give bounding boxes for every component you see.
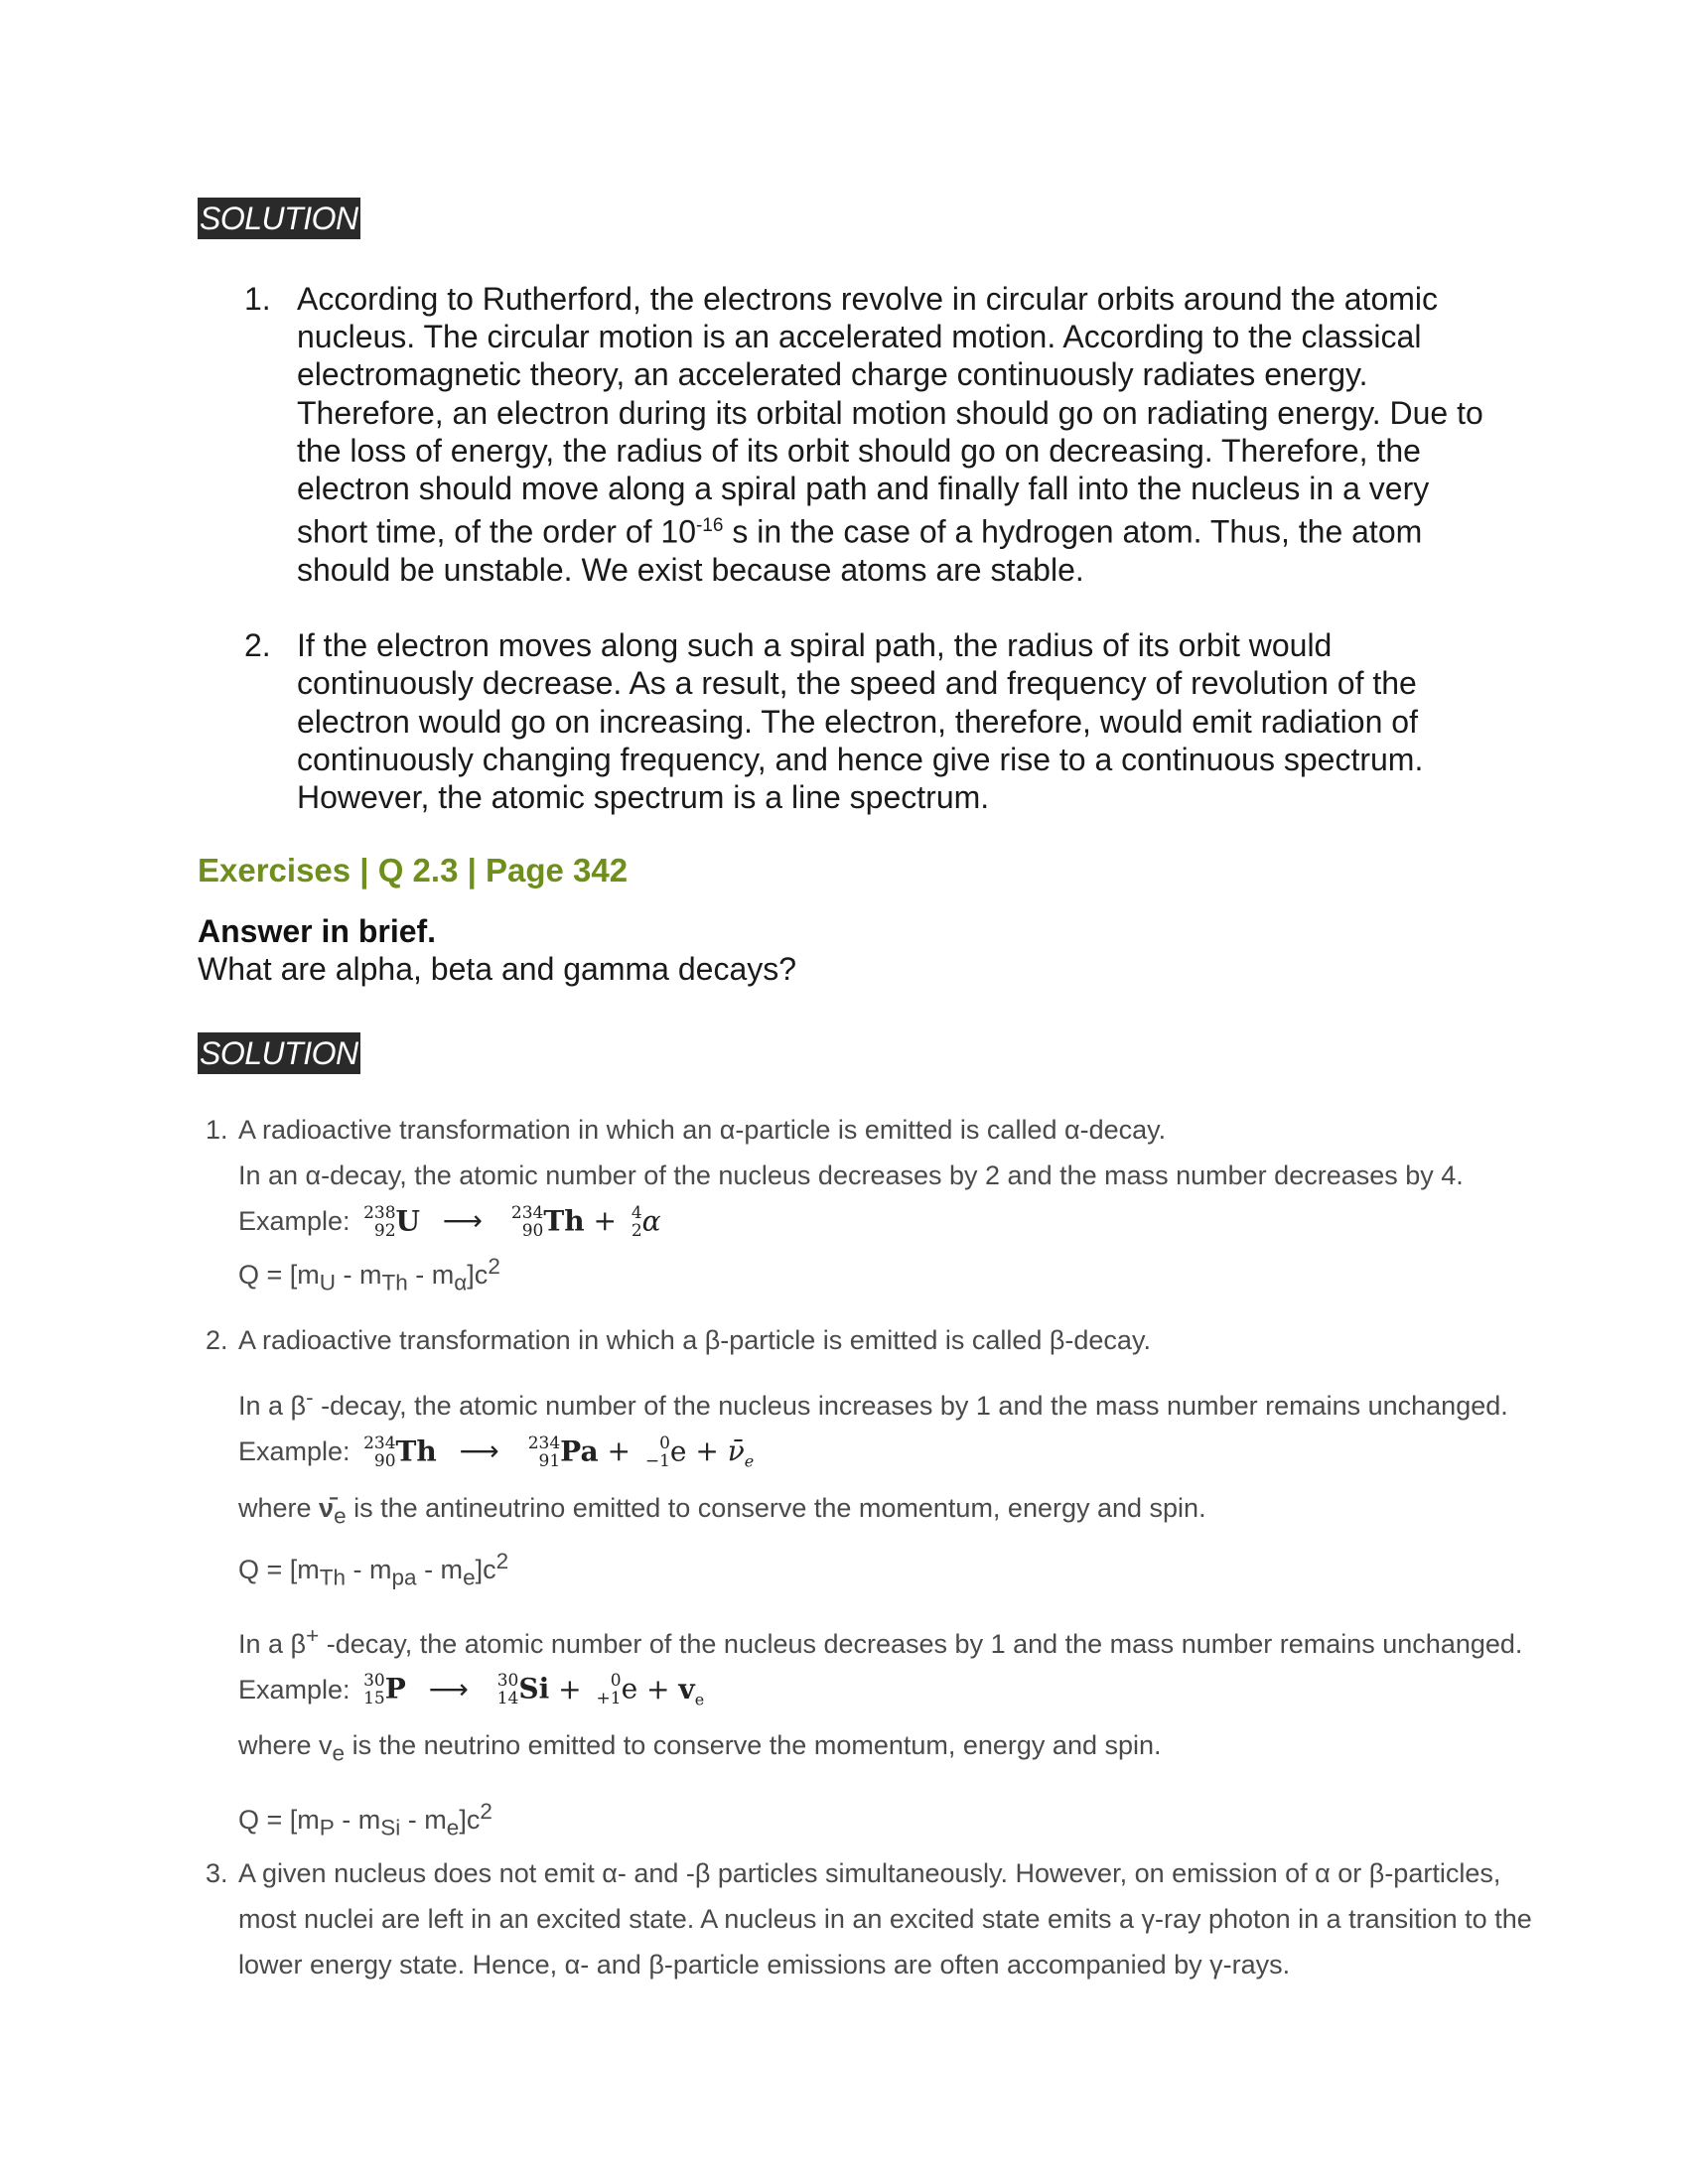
beta-plus-equation: 30 15 P ⟶ 30 14 Si + 0 +1 $e + v_e$ (363, 1671, 705, 1709)
item-text: If the electron moves along such a spiral path, the radius of its orbit would continuously decrease. As a result, the speed and frequency of revolution of the electron would go on increasing. The electron, therefore, would emit radiation of continuously changing frequency, and hence give rise to a continuous spectrum. However, the atomic spectrum is a line spectrum. (297, 627, 1424, 816)
alpha-definition: A radioactive transformation in which an α-particle is emitted is called α-decay. (238, 1115, 1167, 1145)
example-label: Example: (238, 1206, 351, 1236)
beta-plus-q-value: $Q = [m_P - m_{Si} - m_e]c^2$ (238, 1798, 492, 1841)
gamma-line-2: most nuclei are left in an excited state. A nucleus in an excited state emits a γ-ray photon in a transition to the (238, 1904, 1532, 1935)
item-text: According to Rutherford, the electrons revolve in circular orbits around the atomic nucleus. The circular motion is an accelerated motion. According to the classical electromagnetic theory, an accelerated charge continuously radiates energy. Therefore, an electron during its orbital motion should go on radiating energy. Due to the loss of energy, the radius of its orbit should go on decreasing. Therefore, the electron should move along a spiral path and finally fall into the nucleus in a very short time, of the order of 10 (297, 281, 1483, 550)
list-item-gamma (206, 1850, 1645, 1896)
item-number: 2. (206, 1325, 228, 1356)
alpha-example (206, 1198, 1645, 1244)
beta-definition: A radioactive transformation in which a β-particle is emitted is called β-decay. (238, 1325, 1151, 1356)
beta-plus-example (206, 1667, 1645, 1723)
list-item (244, 626, 1505, 816)
exercise-heading: Exercises | Q 2.3 | Page 342 (198, 852, 629, 888)
beta-minus-equation: 234 90 Th ⟶ 234 91 Pa + 0 −1 $e + \nū_e$ (363, 1433, 755, 1471)
item-text-cont: s in the case of a hydrogen atom. Thus, the atom should be unstable. We exist because atoms are stable. (297, 513, 1423, 589)
exponent: -16 (695, 515, 724, 537)
gamma-line-1: A given nucleus does not emit α- and -β particles simultaneously. However, on emission of α or β-particles, (238, 1858, 1501, 1889)
decay-solution (206, 1107, 1645, 1987)
item-number: 1. (244, 281, 271, 317)
solution-badge: SOLUTION (198, 1032, 360, 1074)
solution-badge: SOLUTION (198, 198, 360, 239)
neutrino-note: where $v_e$ is the neutrino emitted to conserve the momentum, energy and spin. (238, 1730, 1162, 1766)
list-item (244, 280, 1505, 589)
list-item-alpha (206, 1107, 1645, 1153)
item-number: 3. (206, 1858, 228, 1889)
example-label: Example: (238, 1674, 351, 1705)
beta-minus-example (206, 1429, 1645, 1485)
item-number: 1. (206, 1115, 228, 1145)
list-item-beta (206, 1317, 1645, 1363)
gamma-line-3: lower energy state. Hence, α- and β-particle emissions are often accompanied by γ-rays. (238, 1950, 1291, 1980)
question-text: What are alpha, beta and gamma decays? (198, 951, 797, 987)
alpha-equation: 238 92 U ⟶ 234 90 Th + 4 2 α (363, 1202, 661, 1241)
example-label: Example: (238, 1436, 351, 1467)
alpha-description: In an α-decay, the atomic number of the nucleus decreases by 2 and the mass number decreases by 4. (238, 1160, 1464, 1190)
beta-minus-q-value: $Q = [m_{Th} - m_{pa} - m_e]c^2$ (238, 1549, 509, 1590)
solution-list (244, 280, 1505, 816)
beta-plus-description: In a β+ -decay, the atomic number of the nucleus decreases by 1 and the mass number remains unchanged. (238, 1622, 1523, 1659)
beta-minus-description: In a β- -decay, the atomic number of the nucleus increases by 1 and the mass number remains unchanged. (238, 1385, 1508, 1422)
answer-label: Answer in brief. (198, 913, 437, 949)
alpha-q-value: $Q = [m_U - m_{Th} - m_\alpha]c^2$ (238, 1254, 500, 1296)
antineutrino-note: where $\nū_e$ is the antineutrino emitted to conserve the momentum, energy and spin. (238, 1492, 1206, 1529)
item-number: 2. (244, 627, 271, 664)
